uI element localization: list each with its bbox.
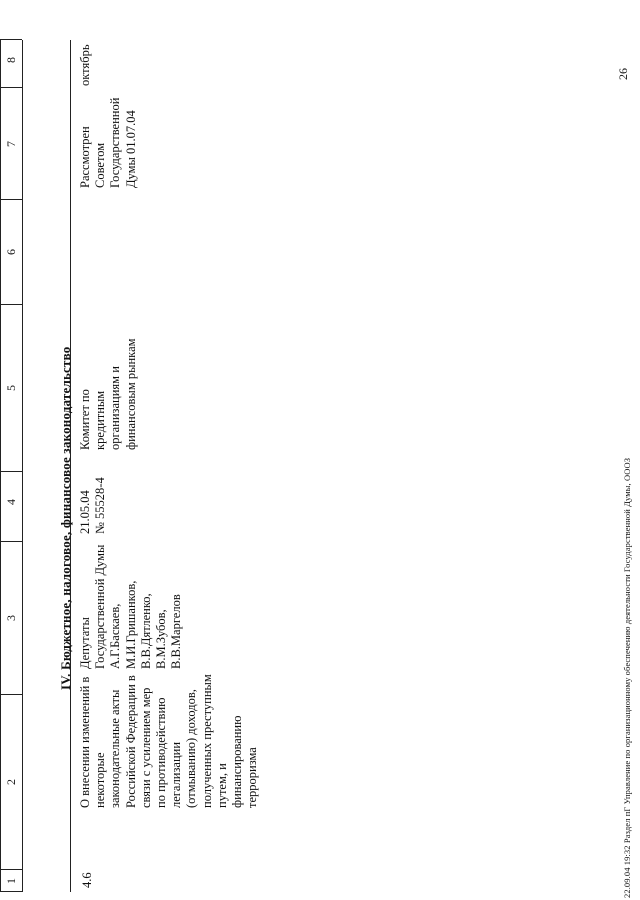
authors-line: В.В.Дятленко, xyxy=(138,593,153,669)
page-number: 26 xyxy=(616,68,630,80)
col-divider xyxy=(0,471,22,472)
table-right-border xyxy=(0,39,22,40)
col-divider xyxy=(0,694,22,695)
bill-title-line: финансированию xyxy=(230,715,245,808)
status-line: Государственной xyxy=(108,97,123,188)
bill-title-line: некоторые xyxy=(93,752,108,808)
column-number: 7 xyxy=(4,141,18,147)
planned-month: октябрь xyxy=(78,44,92,86)
authors-line: Депутаты xyxy=(78,617,92,669)
committee-line: Комитет по xyxy=(78,389,92,450)
bill-title-line: законодательные акты xyxy=(108,689,123,808)
bill-title-line: легализации xyxy=(169,741,184,808)
status-line: Рассмотрен xyxy=(78,126,92,188)
bill-title-line: (отмыванию) доходов, xyxy=(184,689,199,808)
table-left-border xyxy=(0,891,22,892)
authors-line: В.М.Зубов, xyxy=(154,609,169,669)
authors-line: М.И.Гришанков, xyxy=(123,580,138,669)
bill-number: № 55528-4 xyxy=(93,477,108,534)
status-line: Советом xyxy=(93,142,108,188)
col-divider xyxy=(0,304,22,305)
column-number: 5 xyxy=(4,385,18,391)
bill-title-line: путем, и xyxy=(214,763,229,808)
bill-title-line: полученных преступным xyxy=(199,674,214,808)
authors-line: А.Г.Баскаев, xyxy=(108,603,123,669)
col-divider xyxy=(0,199,22,200)
bill-title-line: терроризма xyxy=(245,747,260,808)
col-divider xyxy=(0,869,22,870)
bill-title-line: О внесении изменений в xyxy=(78,676,92,808)
consideration-status xyxy=(78,98,139,188)
authors-line: В.В.Маргелов xyxy=(169,594,184,669)
column-number: 4 xyxy=(4,499,18,505)
column-number: 1 xyxy=(4,878,18,884)
bill-title-line: связи с усилением мер xyxy=(138,687,153,808)
committee-line: кредитным xyxy=(93,390,108,450)
submission-date xyxy=(78,477,108,534)
column-number: 8 xyxy=(4,57,18,63)
table-top-border xyxy=(0,40,1,892)
column-number: 2 xyxy=(4,779,18,785)
bill-title xyxy=(78,674,260,808)
responsible-committee xyxy=(78,338,139,450)
authors-line: Государственной Думы xyxy=(93,544,108,669)
section-title: IV. Бюджетное, налоговое, финансовое законодательство xyxy=(58,346,73,690)
col-divider xyxy=(0,87,22,88)
bill-title-line: Российской Федерации в xyxy=(123,675,138,808)
bill-authors xyxy=(78,545,184,669)
row-number: 4.6 xyxy=(80,872,94,888)
print-footer: 22.09.04 19:32 Раздел пГ Управление по организационному обеспечению деятельности Государственной Думы, ОООЗ xyxy=(622,457,632,898)
status-line: Думы 01.07.04 xyxy=(123,110,138,188)
committee-line: организациям и xyxy=(108,366,123,450)
column-number: 6 xyxy=(4,249,18,255)
date-line: 21.05.04 xyxy=(78,490,92,534)
bill-title-line: по противодействию xyxy=(154,697,169,808)
column-number: 3 xyxy=(4,615,18,621)
committee-line: финансовым рынкам xyxy=(123,338,138,450)
header-bottom-border xyxy=(22,40,23,892)
col-divider xyxy=(0,541,22,542)
